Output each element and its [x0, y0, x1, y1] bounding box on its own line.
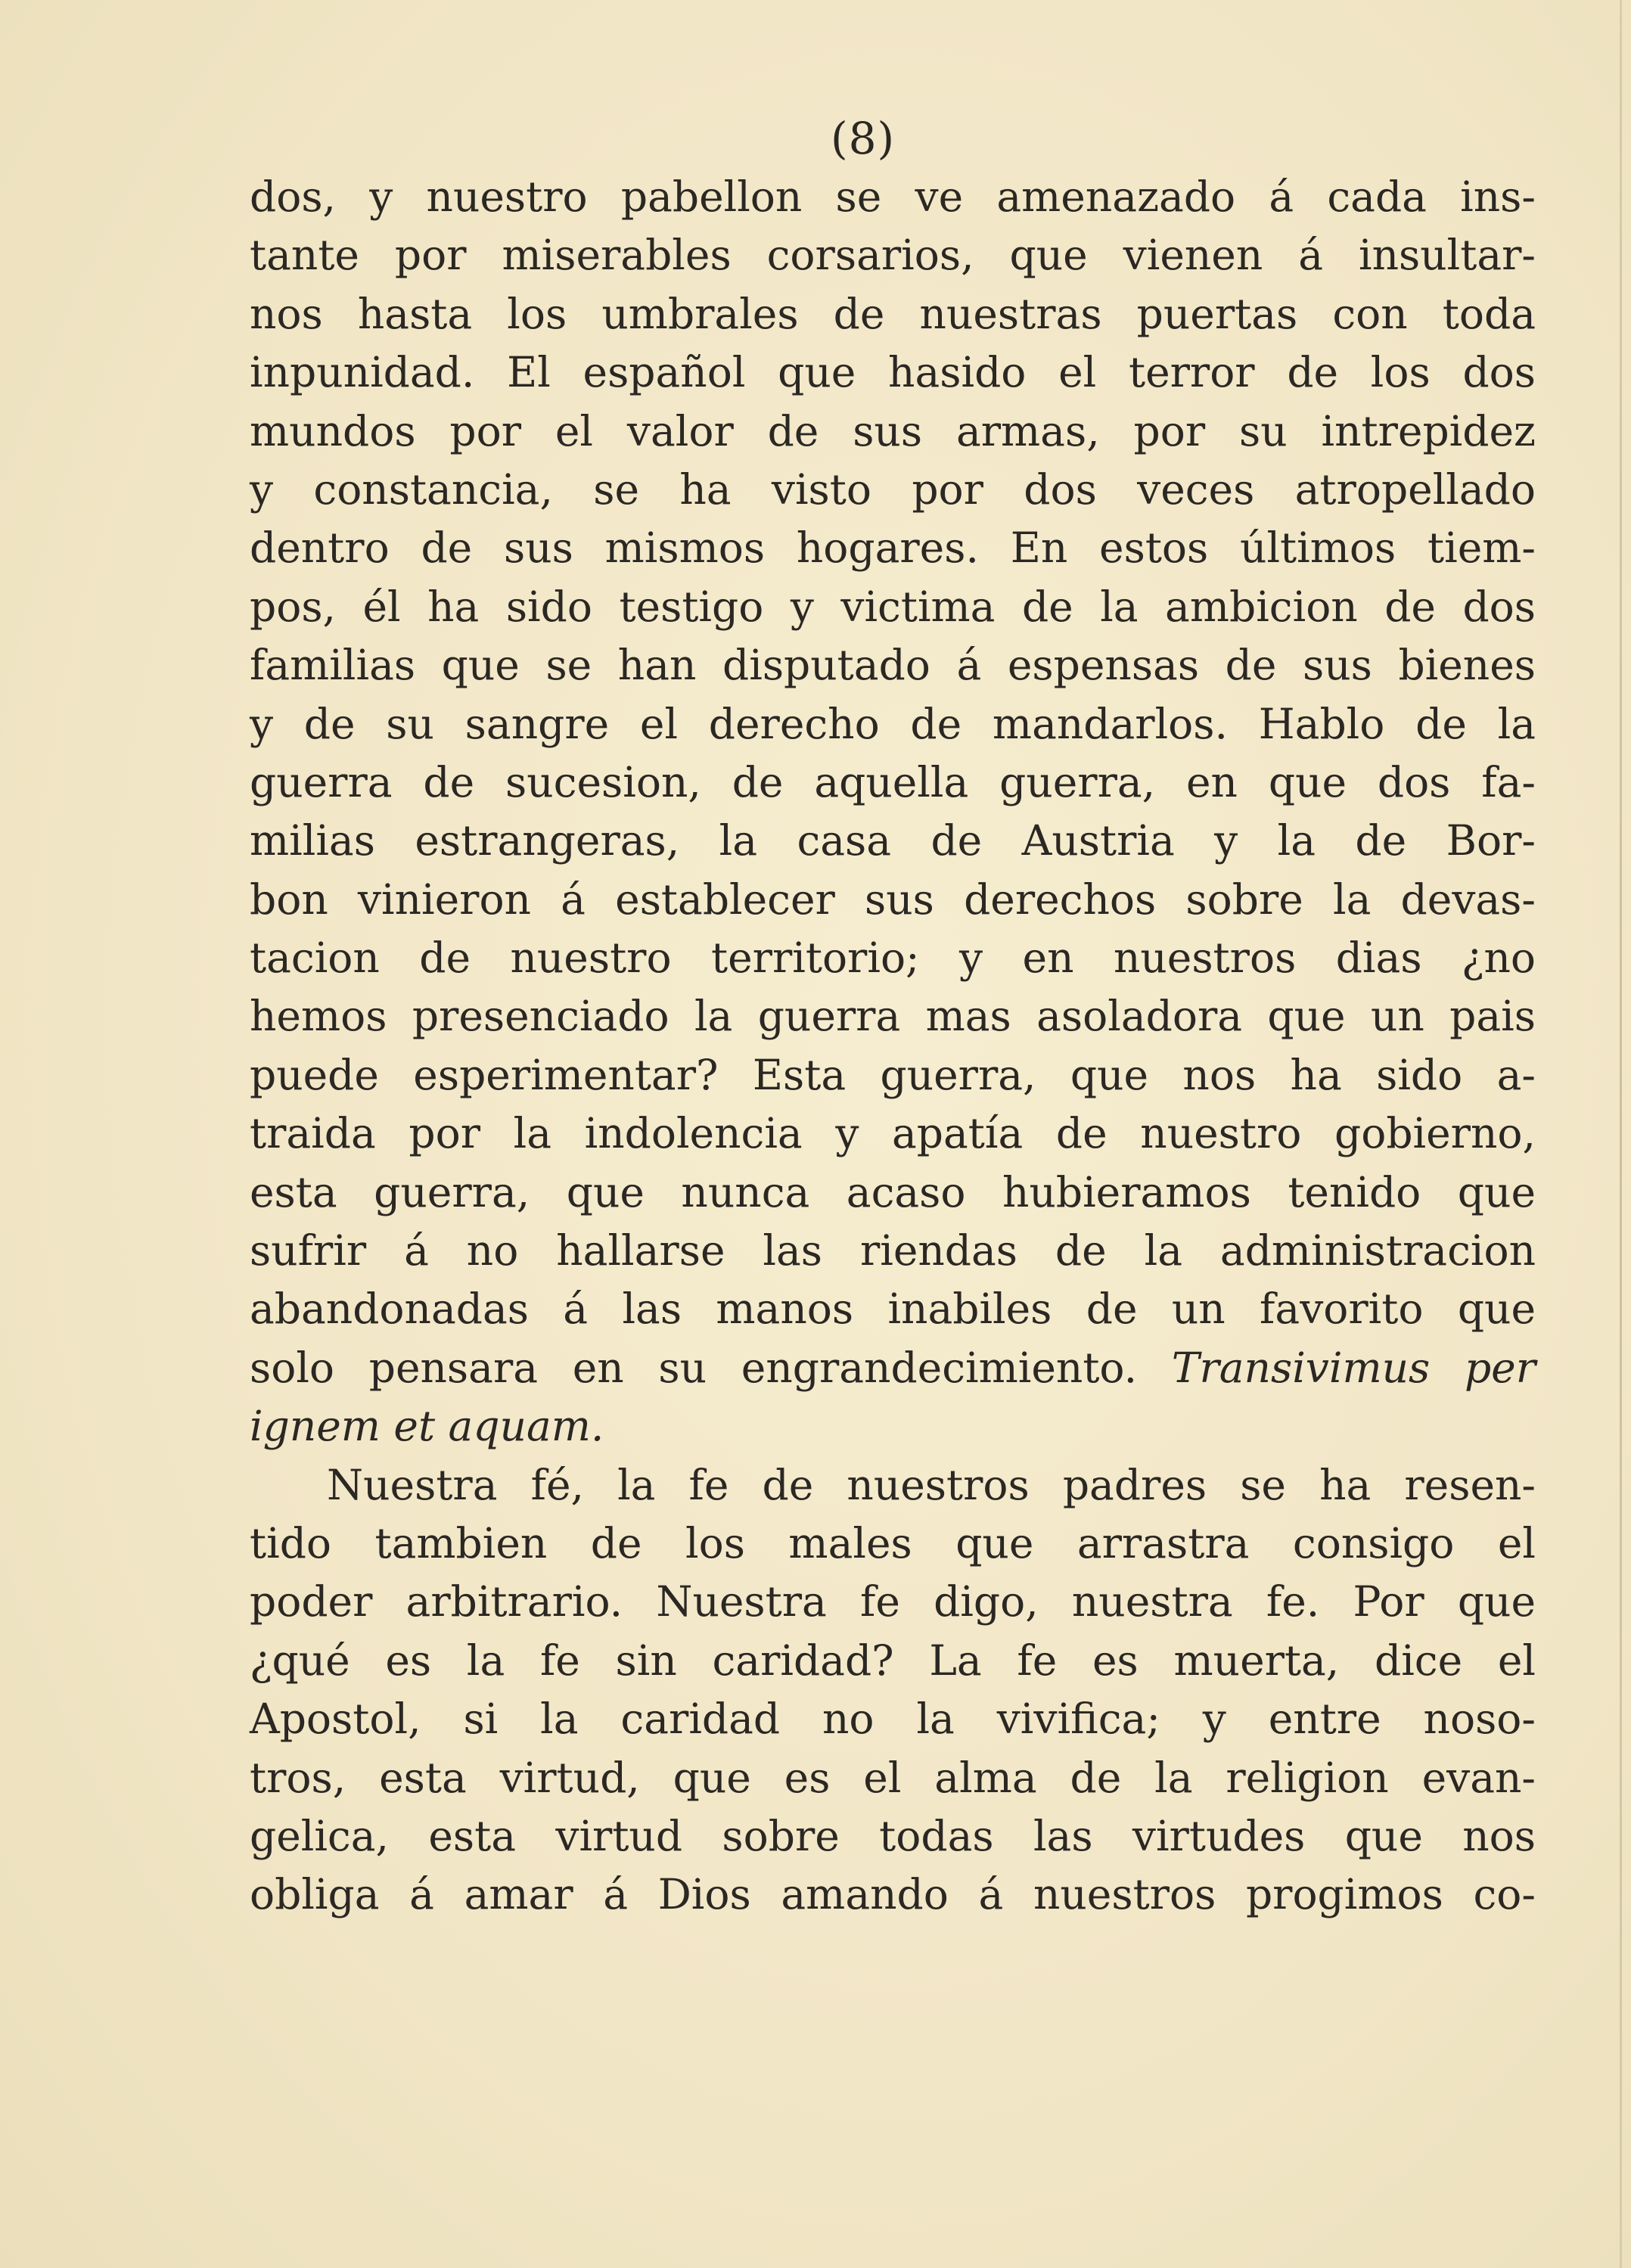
text-line: mundos por el valor de sus armas, por su intrepidez	[250, 406, 1536, 455]
text-line: inpunidad. El español que hasido el terror de los dos	[250, 348, 1536, 397]
text-line: esta guerra, que nunca acaso hubieramos tenido que	[250, 1167, 1536, 1216]
page-number: (8)	[831, 113, 896, 164]
text-line: tante por miserables corsarios, que vienen á insultar-	[250, 231, 1536, 280]
paragraph-start: Nuestra fé, la fe de nuestros padres se ha resen-	[327, 1460, 1536, 1509]
text-line: tacion de nuestro territorio; y en nuestros dias ¿no	[250, 934, 1536, 983]
text-line: dentro de sus mismos hogares. En estos últimos tiem-	[250, 524, 1536, 573]
text-span: solo pensara en su engrandecimiento.	[250, 1343, 1138, 1392]
text-line: pos, él ha sido testigo y victima de la ambicion de dos	[250, 582, 1536, 631]
text-line: y constancia, se ha visto por dos veces atropellado	[250, 464, 1536, 514]
text-line: tido tambien de los males que arrastra consigo el	[250, 1518, 1536, 1567]
text-line: gelica, esta virtud sobre todas las virtudes que nos	[250, 1811, 1536, 1860]
text-line: y de su sangre el derecho de mandarlos. Hablo de la	[250, 699, 1536, 748]
text-line: sufrir á no hallarse las riendas de la administracion	[250, 1226, 1536, 1275]
text-line: nos hasta los umbrales de nuestras puertas con toda	[250, 289, 1536, 338]
text-line: milias estrangeras, la casa de Austria y la de Bor-	[250, 816, 1536, 865]
latin-quote: Transivimus per	[1171, 1343, 1536, 1392]
text-line: bon vinieron á establecer sus derechos sobre la devas-	[250, 875, 1536, 924]
text-line: familias que se han disputado á espensas de sus bienes	[250, 641, 1536, 690]
latin-quote-end	[250, 1397, 1536, 1456]
text-line: ¿qué es la fe sin caridad? La fe es muerta, dice el	[250, 1636, 1536, 1685]
text-line: abandonadas á las manos inabiles de un favorito que	[250, 1285, 1536, 1334]
text-line: hemos presenciado la guerra mas asoladora que un pais	[250, 992, 1536, 1041]
text-line: tros, esta virtud, que es el alma de la religion evan-	[250, 1753, 1536, 1802]
page-edge	[1620, 0, 1622, 2268]
text-line: obliga á amar á Dios amando á nuestros progimos co-	[250, 1870, 1536, 1919]
text-line-with-latin	[250, 1339, 1536, 1397]
latin-quote: ignem et aquam.	[250, 1402, 604, 1451]
body-text	[250, 168, 1536, 1925]
text-line: dos, y nuestro pabellon se ve amenazado á cada ins-	[250, 172, 1536, 221]
text-line: puede esperimentar? Esta guerra, que nos ha sido a-	[250, 1050, 1536, 1099]
text-line: guerra de sucesion, de aquella guerra, en que dos fa-	[250, 757, 1536, 806]
text-line: Apostol, si la caridad no la vivifica; y entre noso-	[250, 1695, 1536, 1744]
text-line: poder arbitrario. Nuestra fe digo, nuestra fe. Por que	[250, 1577, 1536, 1626]
text-line: traida por la indolencia y apatía de nuestro gobierno,	[250, 1109, 1536, 1158]
